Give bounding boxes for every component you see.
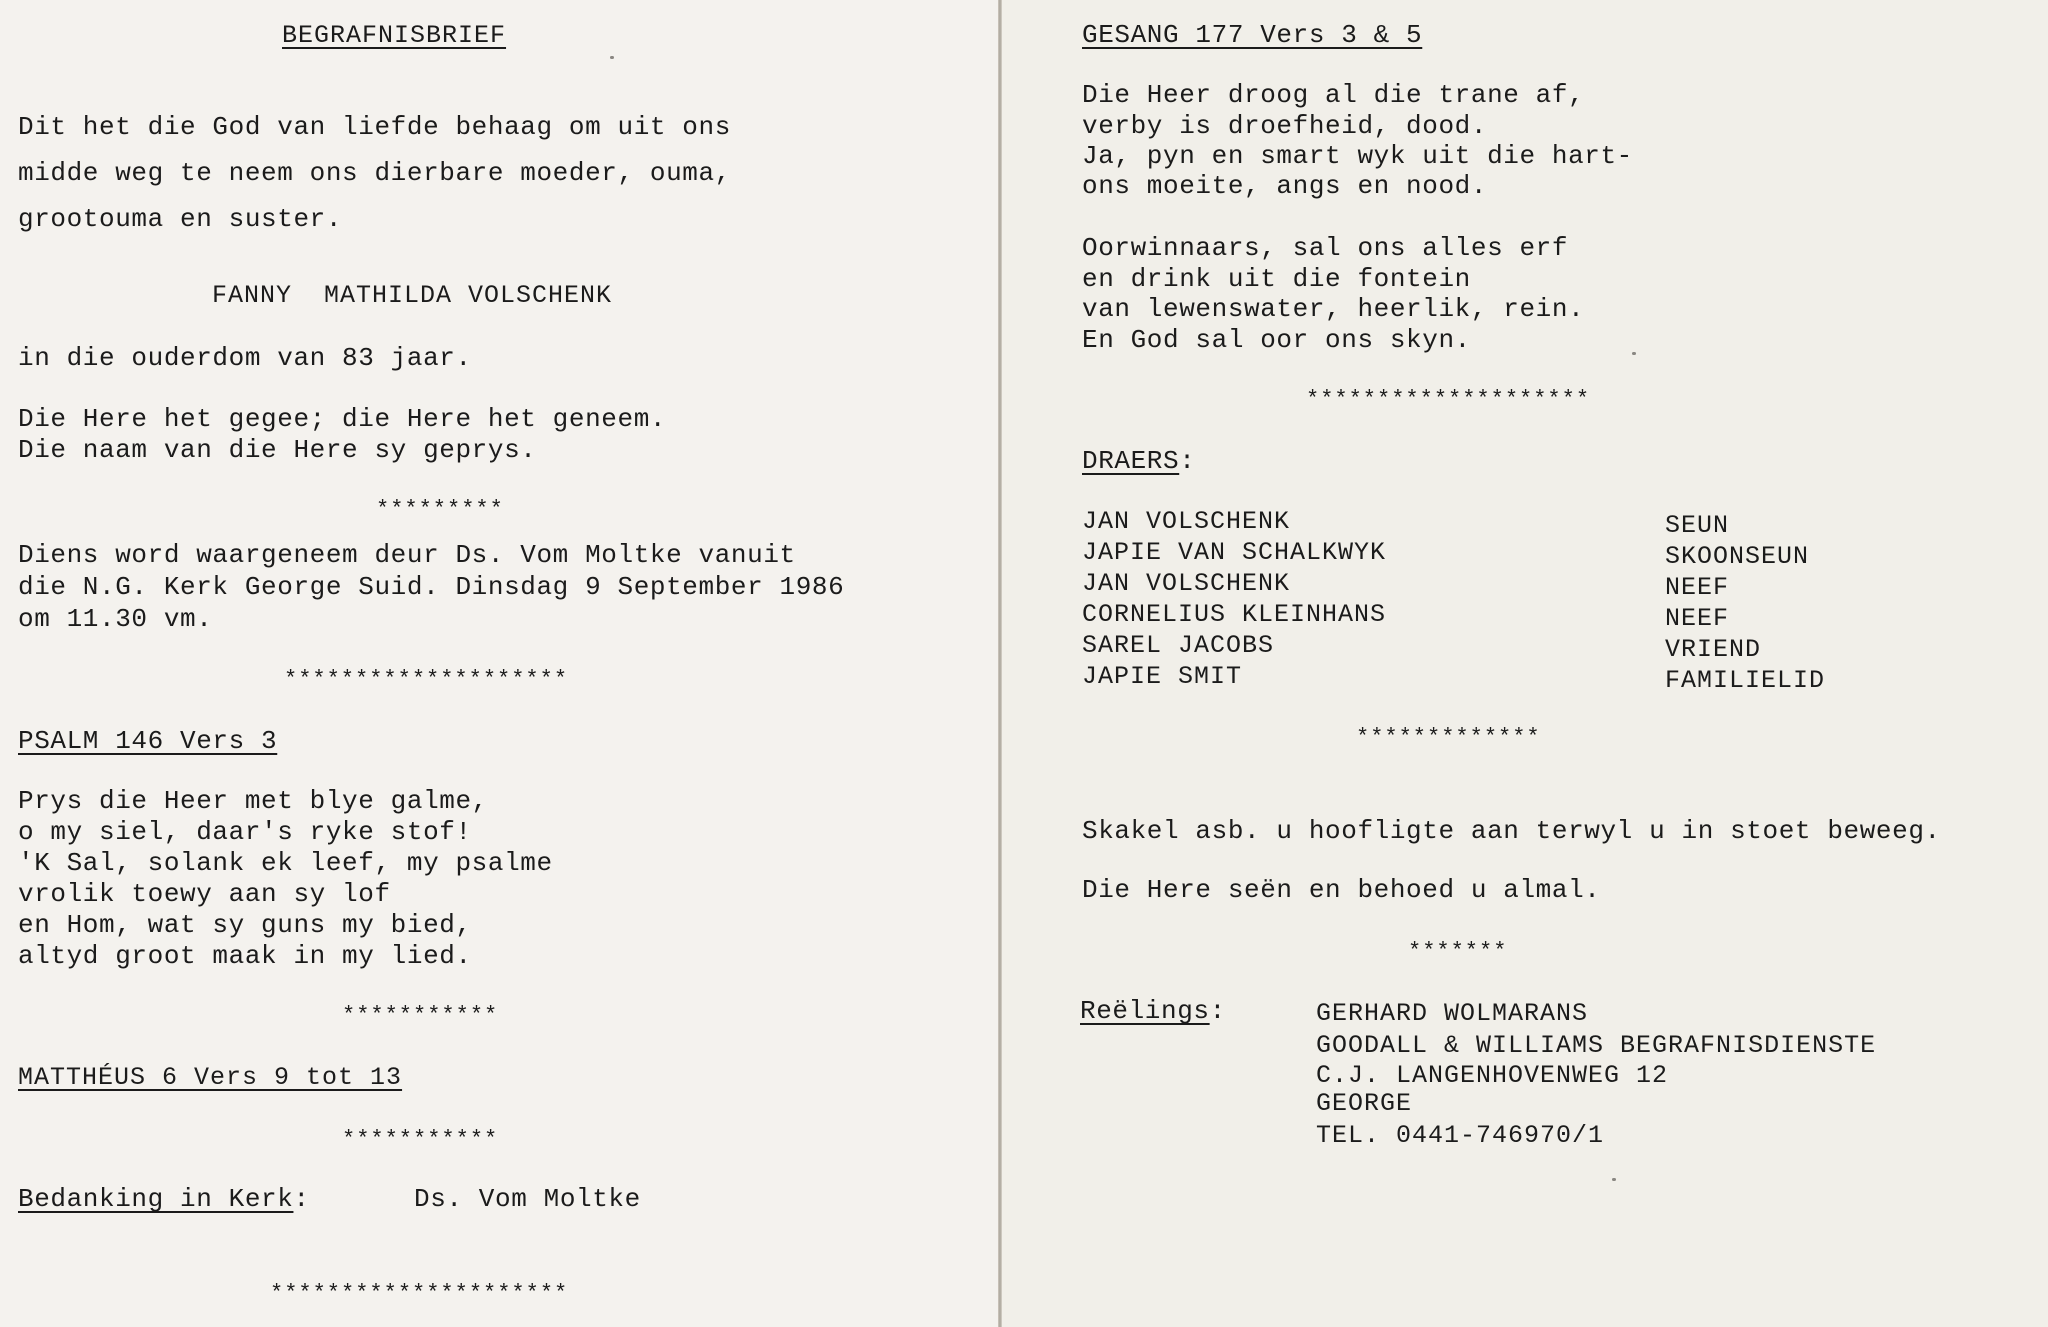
service-line: om 11.30 vm.	[18, 604, 213, 634]
mattheus-heading: MATTHÉUS 6 Vers 9 tot 13	[18, 1063, 403, 1092]
arrangements-line: TEL. 0441-746970/1	[1316, 1121, 1605, 1150]
hymn-line: Oorwinnaars, sal ons alles erf	[1082, 233, 1569, 263]
hymn-line: En God sal oor ons skyn.	[1082, 325, 1471, 355]
bearer-name: JAN VOLSCHENK	[1082, 507, 1291, 536]
paper-speck	[610, 56, 614, 59]
bearer-name: CORNELIUS KLEINHANS	[1082, 600, 1387, 629]
reelings-label-row	[1080, 996, 1226, 1027]
arrangements-line: GEORGE	[1316, 1089, 1413, 1118]
bearer-relation: NEEF	[1665, 604, 1730, 633]
bedanking-colon: :	[293, 1184, 310, 1214]
reelings-colon: :	[1209, 996, 1226, 1026]
bearer-name: JAN VOLSCHENK	[1082, 569, 1291, 598]
intro-line: grootouma en suster.	[18, 204, 343, 234]
bearer-name: JAPIE VAN SCHALKWYK	[1082, 538, 1387, 567]
hymn-line: ons moeite, angs en nood.	[1082, 171, 1488, 201]
separator: *********	[376, 497, 504, 522]
paper-speck	[1612, 1178, 1616, 1181]
document-title: BEGRAFNISBRIEF	[282, 21, 507, 50]
scripture-line: Die Here het gegee; die Here het geneem.	[18, 404, 667, 434]
scripture-line: Die naam van die Here sy geprys.	[18, 435, 537, 465]
bearer-relation: SEUN	[1665, 511, 1730, 540]
psalm-line: altyd groot maak in my lied.	[18, 941, 472, 971]
separator: *********************	[270, 1281, 569, 1306]
draers-heading-row	[1082, 446, 1195, 477]
separator: ***********	[342, 1127, 499, 1152]
bearer-name: SAREL JACOBS	[1082, 631, 1275, 660]
psalm-heading: PSALM 146 Vers 3	[18, 726, 278, 756]
hymn-line: Ja, pyn en smart wyk uit die hart-	[1082, 141, 1633, 171]
age-line: in die ouderdom van 83 jaar.	[18, 343, 472, 373]
hymn-line: van lewenswater, heerlik, rein.	[1082, 294, 1585, 324]
deceased-name: FANNY MATHILDA VOLSCHENK	[212, 281, 613, 310]
bearer-name: JAPIE SMIT	[1082, 662, 1243, 691]
reelings-label: Reëlings	[1080, 996, 1210, 1026]
psalm-line: en Hom, wat sy guns my bied,	[18, 910, 472, 940]
separator: ********************	[1306, 387, 1591, 412]
draers-colon: :	[1179, 446, 1196, 476]
service-line: die N.G. Kerk George Suid. Dinsdag 9 September 1986	[18, 572, 845, 602]
draers-heading: DRAERS	[1082, 446, 1180, 476]
bedanking-label: Bedanking in Kerk	[18, 1184, 294, 1214]
intro-line: midde weg te neem ons dierbare moeder, ouma,	[18, 158, 731, 188]
bedanking-value: Ds. Vom Moltke	[414, 1184, 641, 1214]
service-line: Diens word waargeneem deur Ds. Vom Moltke vanuit	[18, 540, 796, 570]
bearer-relation: SKOONSEUN	[1665, 542, 1810, 571]
psalm-line: 'K Sal, solank ek leef, my psalme	[18, 848, 553, 878]
psalm-line: vrolik toewy aan sy lof	[18, 879, 391, 909]
paper-speck	[1632, 352, 1636, 355]
bearer-relation: NEEF	[1665, 573, 1730, 602]
gesang-heading: GESANG 177 Vers 3 & 5	[1082, 20, 1423, 50]
arrangements-line: GOODALL & WILLIAMS BEGRAFNISDIENSTE	[1316, 1031, 1877, 1060]
arrangements-line: GERHARD WOLMARANS	[1316, 999, 1589, 1028]
bearer-relation: FAMILIELID	[1665, 666, 1826, 695]
separator: ***********	[342, 1003, 499, 1028]
headlights-notice: Skakel asb. u hoofligte aan terwyl u in stoet beweeg.	[1082, 816, 1941, 846]
left-page	[0, 0, 998, 1327]
separator: *******	[1408, 939, 1508, 964]
separator: *************	[1356, 725, 1541, 750]
right-page	[1002, 0, 2048, 1327]
arrangements-line: C.J. LANGENHOVENWEG 12	[1316, 1061, 1669, 1090]
hymn-line: Die Heer droog al die trane af,	[1082, 80, 1585, 110]
intro-line: Dit het die God van liefde behaag om uit ons	[18, 112, 731, 142]
psalm-line: o my siel, daar's ryke stof!	[18, 817, 472, 847]
bedanking-row	[18, 1184, 310, 1215]
hymn-line: en drink uit die fontein	[1082, 264, 1471, 294]
blessing-line: Die Here seën en behoed u almal.	[1082, 875, 1601, 905]
psalm-line: Prys die Heer met blye galme,	[18, 786, 488, 816]
separator: ********************	[284, 667, 569, 692]
hymn-line: verby is droefheid, dood.	[1082, 111, 1488, 141]
bearer-relation: VRIEND	[1665, 635, 1762, 664]
